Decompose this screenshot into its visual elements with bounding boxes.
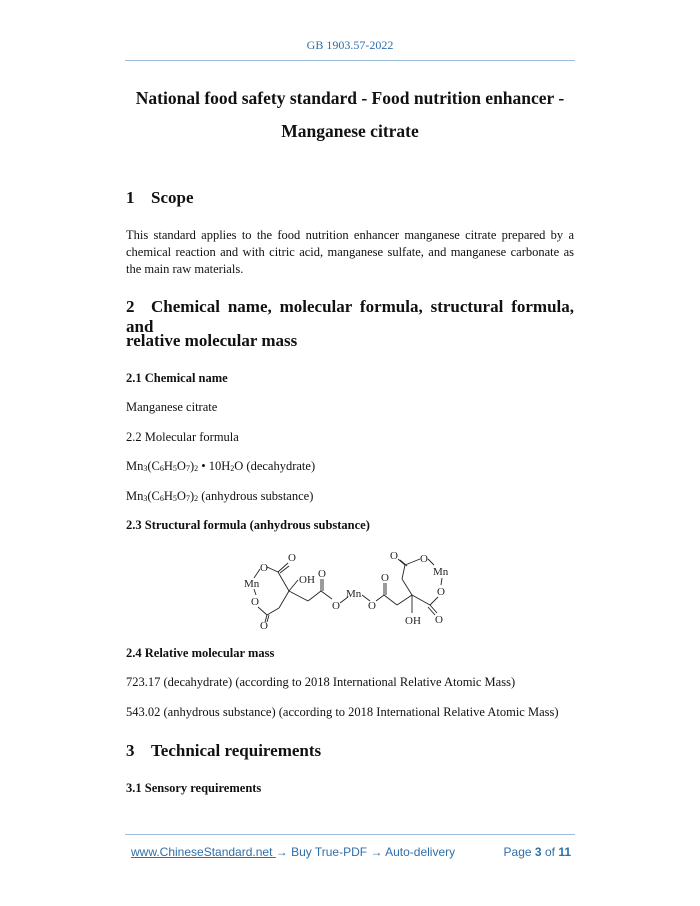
- total-pages: 11: [558, 845, 571, 859]
- section-title: Technical requirements: [151, 741, 322, 760]
- svg-text:OH: OH: [405, 615, 421, 627]
- svg-text:O: O: [368, 600, 376, 612]
- current-page: 3: [534, 845, 542, 859]
- formula-anhydrous: $Mn_3(C_6H_5O_7)_2$ (anhydrous substance): [126, 489, 314, 503]
- section-title: Scope: [151, 188, 194, 207]
- section-3-heading: [126, 741, 321, 761]
- header-divider: [125, 60, 575, 61]
- subsection-2-4-heading: 2.4 Relative molecular mass: [126, 646, 275, 660]
- subsection-2-2-heading: 2.2 Molecular formula: [126, 430, 239, 444]
- svg-text:Mn: Mn: [433, 566, 449, 578]
- standard-code: GB 1903.57-2022: [306, 38, 394, 52]
- section-title: Chemical name, molecular formula, structural formula, and: [126, 297, 574, 336]
- svg-text:O: O: [390, 550, 398, 562]
- svg-text:OH: OH: [299, 574, 315, 586]
- svg-text:Mn: Mn: [346, 588, 362, 600]
- subsection-2-3-heading: 2.3 Structural formula (anhydrous substance): [126, 518, 370, 532]
- svg-text:O: O: [260, 562, 268, 574]
- svg-text:O: O: [318, 568, 326, 580]
- svg-text:O: O: [381, 572, 389, 584]
- section-number: 1: [126, 188, 135, 207]
- auto-delivery-text: Auto-delivery: [382, 845, 456, 859]
- arrow-right-icon: →: [370, 845, 383, 859]
- page-indicator: Page 3 of 11: [503, 845, 571, 859]
- document-title-line-2: Manganese citrate: [281, 121, 419, 141]
- molecular-mass-anhydrous: 543.02 (anhydrous substance) (according to 2018 International Relative Atomic Mass): [126, 705, 559, 719]
- page-footer: [131, 845, 575, 859]
- svg-text:O: O: [288, 552, 296, 564]
- subsection-2-1-heading: 2.1 Chemical name: [126, 371, 228, 385]
- arrow-right-icon: →: [275, 845, 288, 859]
- svg-text:O: O: [251, 596, 259, 608]
- document-title-line-1: National food safety standard - Food nutrition enhancer -: [135, 88, 565, 108]
- svg-text:Mn: Mn: [244, 578, 260, 590]
- subsection-3-1-heading: 3.1 Sensory requirements: [126, 781, 262, 795]
- section-1-heading: [126, 188, 194, 208]
- section-2-heading-line-2: relative molecular mass: [126, 331, 298, 350]
- chinesestandard-link[interactable]: www.ChineseStandard.net: [131, 845, 276, 859]
- buy-pdf-text: Buy True-PDF: [287, 845, 371, 859]
- footer-divider: [125, 834, 575, 835]
- section-number: 3: [126, 741, 135, 760]
- svg-text:O: O: [435, 614, 443, 626]
- formula-decahydrate: $Mn_3(C_6H_5O_7)_2$ • $10H_2O$ (decahydrate): [126, 459, 316, 473]
- molecular-mass-decahydrate: 723.17 (decahydrate) (according to 2018 International Relative Atomic Mass): [126, 675, 516, 689]
- svg-text:O: O: [332, 600, 340, 612]
- structural-formula-diagram: [230, 545, 470, 640]
- svg-text:O: O: [260, 620, 268, 632]
- svg-text:O: O: [420, 553, 428, 565]
- chemical-name-value: Manganese citrate: [126, 400, 218, 414]
- svg-text:O: O: [437, 586, 445, 598]
- section-number: 2: [126, 297, 135, 316]
- scope-paragraph: This standard applies to the food nutrition enhancer manganese citrate prepared by a chemical reaction and with citric acid, manganese sulfate, and manganese carbonate as the main raw materials.: [126, 228, 574, 276]
